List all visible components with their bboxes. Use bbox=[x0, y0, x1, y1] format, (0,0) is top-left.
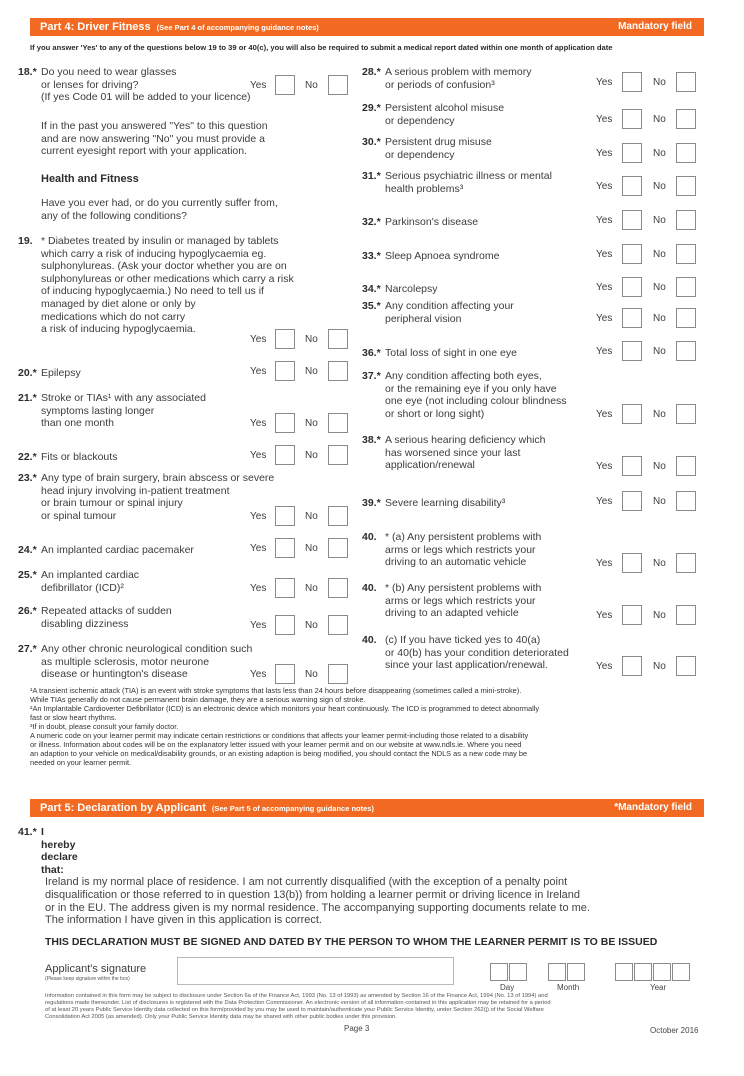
no-checkbox-q23[interactable] bbox=[328, 506, 348, 526]
question-text: arms or legs which restricts your bbox=[385, 594, 536, 607]
declaration-line: disqualification or those referred to in question 13(b)) from holding a learner permit or driving licence in Ireland bbox=[45, 888, 580, 901]
no-label: No bbox=[653, 346, 666, 357]
yes-checkbox-q18[interactable] bbox=[275, 75, 295, 95]
question-text: or lenses for driving? bbox=[41, 78, 139, 91]
no-label: No bbox=[653, 496, 666, 507]
question-text: or short or long sight) bbox=[385, 407, 485, 420]
question-number: 30.* bbox=[362, 136, 381, 148]
part5-header bbox=[30, 799, 704, 817]
year-digit-3[interactable] bbox=[653, 963, 671, 981]
yes-label: Yes bbox=[250, 543, 267, 554]
no-label: No bbox=[653, 249, 666, 260]
legal-line: regulations made thereunder. List of disclosures is registered with the Data Protection Commissioner. An electronic version of all information contained in this application may be retained for a period bbox=[45, 1000, 551, 1006]
question-text: * Diabetes treated by insulin or managed by tablets bbox=[41, 235, 279, 247]
yes-label: Yes bbox=[596, 282, 613, 293]
question-text: or 40(b) has your condition deteriorated bbox=[385, 646, 569, 659]
yes-label: Yes bbox=[596, 461, 613, 472]
health-fitness-heading: Health and Fitness bbox=[41, 173, 139, 185]
day-label: Day bbox=[500, 983, 515, 992]
question-text: driving to an adapted vehicle bbox=[385, 607, 519, 620]
question-text: or spinal tumour bbox=[41, 509, 117, 522]
question-text: * (b) Any persistent problems with bbox=[385, 582, 542, 594]
yes-checkbox-q21[interactable] bbox=[275, 413, 295, 433]
question-number: 37.* bbox=[362, 370, 381, 382]
question-text: An implanted cardiac pacemaker bbox=[41, 544, 194, 556]
question-text: since your last application/renewal. bbox=[385, 659, 548, 672]
question-text: peripheral vision bbox=[385, 312, 462, 325]
declaration-line: or in the EU. The address given is my normal residence. The accompanying supporting documents relate to me. bbox=[45, 901, 590, 914]
question-text: A serious problem with memory bbox=[385, 66, 532, 78]
yes-checkbox-q27[interactable] bbox=[275, 664, 295, 684]
no-checkbox-q22[interactable] bbox=[328, 445, 348, 465]
yes-label: Yes bbox=[596, 558, 613, 569]
question-text: Severe learning disability³ bbox=[385, 497, 506, 509]
declaration-line: The information I have given in this application is correct. bbox=[45, 914, 322, 927]
no-checkbox-q36[interactable] bbox=[676, 341, 696, 361]
part5-title: Part 5: Declaration by Applicant bbox=[40, 802, 206, 814]
question-number: 34.* bbox=[362, 283, 381, 295]
question-number: 22.* bbox=[18, 451, 37, 463]
signature-label: Applicant's signature bbox=[45, 963, 147, 975]
yes-label: Yes bbox=[250, 669, 267, 680]
yes-label: Yes bbox=[596, 661, 613, 672]
legal-line: of at least 20 years Public Service Identity data collected on this form/provided by you may be used to maintain/authenticate your Public Service Identity, under Section 262(j) of the Social Welfare bbox=[45, 1007, 544, 1013]
yes-label: Yes bbox=[596, 77, 613, 88]
month-digit-2[interactable] bbox=[567, 963, 585, 981]
question-text: disabling dizziness bbox=[41, 617, 129, 630]
no-checkbox-q21[interactable] bbox=[328, 413, 348, 433]
yes-checkbox-q37[interactable] bbox=[622, 404, 642, 424]
question-number: 40. bbox=[362, 582, 377, 594]
question-text: * (a) Any persistent problems with bbox=[385, 531, 542, 543]
question-text: application/renewal bbox=[385, 459, 475, 472]
part5-mandatory: *Mandatory field bbox=[614, 802, 692, 813]
no-checkbox-q37[interactable] bbox=[676, 404, 696, 424]
yes-checkbox-q35[interactable] bbox=[622, 308, 642, 328]
question-text: Fits or blackouts bbox=[41, 451, 118, 463]
question-text: or dependency bbox=[385, 148, 455, 161]
signature-field[interactable] bbox=[177, 957, 454, 985]
yes-label: Yes bbox=[596, 181, 613, 192]
footnote: an adaption to your vehicle on medical/disability grounds, or an existing adaption is being modified, you should contact the NDLS as a new code may be bbox=[30, 749, 528, 758]
question-text: An implanted cardiac bbox=[41, 569, 140, 581]
declaration-text bbox=[45, 876, 590, 927]
declaration-line: Ireland is my normal place of residence. I am not currently disqualified (with the exception of a penalty point bbox=[45, 876, 568, 888]
question-text: Any condition affecting both eyes, bbox=[385, 370, 542, 382]
yes-checkbox-q36[interactable] bbox=[622, 341, 642, 361]
yes-checkbox-q23[interactable] bbox=[275, 506, 295, 526]
yes-checkbox-q22[interactable] bbox=[275, 445, 295, 465]
note-line: If in the past you answered "Yes" to this question bbox=[41, 120, 268, 132]
no-checkbox-q32[interactable] bbox=[676, 210, 696, 230]
no-checkbox-q33[interactable] bbox=[676, 244, 696, 264]
document-date: October 2016 bbox=[650, 1026, 699, 1035]
question-text: Narcolepsy bbox=[385, 283, 438, 295]
footnote: needed on your learner permit. bbox=[30, 758, 132, 767]
question-number: 38.* bbox=[362, 434, 381, 446]
question-number: 27.* bbox=[18, 643, 37, 655]
yes-label: Yes bbox=[596, 610, 613, 621]
question-text: health problems³ bbox=[385, 182, 464, 195]
yes-checkbox-q20[interactable] bbox=[275, 361, 295, 381]
question-text: Parkinson's disease bbox=[385, 216, 479, 228]
month-label: Month bbox=[557, 983, 580, 992]
yes-label: Yes bbox=[250, 450, 267, 461]
question-number: 36.* bbox=[362, 347, 381, 359]
no-label: No bbox=[653, 610, 666, 621]
no-checkbox-q40c[interactable] bbox=[676, 656, 696, 676]
no-label: No bbox=[305, 583, 318, 594]
yes-checkbox-q40a[interactable] bbox=[622, 553, 642, 573]
yes-label: Yes bbox=[596, 409, 613, 420]
no-label: No bbox=[653, 181, 666, 192]
no-label: No bbox=[653, 114, 666, 125]
no-label: No bbox=[305, 418, 318, 429]
no-checkbox-q28[interactable] bbox=[676, 72, 696, 92]
no-label: No bbox=[305, 80, 318, 91]
question-number: 40. bbox=[362, 634, 377, 646]
note-line: and are now answering "No" you must provide a bbox=[41, 132, 265, 145]
no-label: No bbox=[305, 669, 318, 680]
question-text: Any other chronic neurological condition such bbox=[41, 643, 253, 655]
footnote: or illness. Information about codes will be on the explanatory letter issued with your learner permit and on our website at www.ndls.ie. Where you need bbox=[30, 740, 522, 749]
footnote: ³If in doubt, please consult your family doctor. bbox=[30, 722, 179, 731]
no-checkbox-q38[interactable] bbox=[676, 456, 696, 476]
no-label: No bbox=[653, 77, 666, 88]
footnotes bbox=[30, 686, 706, 767]
question-number: 20.* bbox=[18, 367, 37, 379]
no-label: No bbox=[653, 148, 666, 159]
question-text: Total loss of sight in one eye bbox=[385, 347, 517, 359]
yes-checkbox-q19[interactable] bbox=[275, 329, 295, 349]
note-line: current eyesight report with your application. bbox=[41, 145, 248, 158]
yes-checkbox-q25[interactable] bbox=[275, 578, 295, 598]
no-checkbox-q26[interactable] bbox=[328, 615, 348, 635]
yes-checkbox-q24[interactable] bbox=[275, 538, 295, 558]
question-number: 40. bbox=[362, 531, 377, 543]
question-number: 41.* bbox=[18, 826, 37, 838]
question-number: 29.* bbox=[362, 102, 381, 114]
no-checkbox-q18[interactable] bbox=[328, 75, 348, 95]
question-text: (c) If you have ticked yes to 40(a) bbox=[385, 634, 541, 646]
question-number: 21.* bbox=[18, 392, 37, 404]
question-text: Sleep Apnoea syndrome bbox=[385, 250, 500, 262]
yes-checkbox-q31[interactable] bbox=[622, 176, 642, 196]
footnote: ²An Implantable Cardioverter Defibrillator (ICD) is an electronic device which monitors your heart continuously. The ICD is programmed to detect abnormally bbox=[30, 704, 540, 713]
no-label: No bbox=[653, 282, 666, 293]
question-text: of inducing hypoglycaemia.) No need to tell us if bbox=[41, 285, 264, 298]
yes-checkbox-q40c[interactable] bbox=[622, 656, 642, 676]
year-label: Year bbox=[650, 983, 667, 992]
no-label: No bbox=[653, 461, 666, 472]
question-text: Any condition affecting your bbox=[385, 300, 514, 312]
yes-checkbox-q30[interactable] bbox=[622, 143, 642, 163]
health-note bbox=[41, 197, 278, 222]
declaration-warning: THIS DECLARATION MUST BE SIGNED AND DATED BY THE PERSON TO WHOM THE LEARNER PERMIT IS TO BE ISSUED bbox=[45, 936, 658, 948]
no-checkbox-q35[interactable] bbox=[676, 308, 696, 328]
question-number: 35.* bbox=[362, 300, 381, 312]
day-digit-1[interactable] bbox=[490, 963, 508, 981]
q18-note bbox=[41, 120, 268, 158]
no-label: No bbox=[653, 409, 666, 420]
question-number: 19. bbox=[18, 235, 33, 247]
legal-line: Consolidation Act 2005 (as amended). Only your Public Service Identity data may be shared with other public bodies under this provision. bbox=[45, 1014, 397, 1020]
part4-intro: If you answer 'Yes' to any of the questions below 19 to 39 or 40(c), you will also be required to submit a medical report dated within one month of application date bbox=[30, 43, 613, 52]
legal-notice bbox=[45, 993, 705, 1021]
yes-checkbox-q28[interactable] bbox=[622, 72, 642, 92]
no-label: No bbox=[305, 543, 318, 554]
question-text: or periods of confusion³ bbox=[385, 78, 495, 91]
question-text: one eye (not including colour blindness bbox=[385, 395, 567, 408]
no-checkbox-q25[interactable] bbox=[328, 578, 348, 598]
question-text: Persistent alcohol misuse bbox=[385, 102, 505, 114]
yes-label: Yes bbox=[596, 114, 613, 125]
yes-label: Yes bbox=[250, 511, 267, 522]
no-label: No bbox=[305, 366, 318, 377]
question-text: arms or legs which restricts your bbox=[385, 543, 536, 556]
question-text: disease or huntington's disease bbox=[41, 668, 188, 681]
no-label: No bbox=[653, 558, 666, 569]
yes-label: Yes bbox=[596, 346, 613, 357]
yes-label: Yes bbox=[250, 418, 267, 429]
question-text: Serious psychiatric illness or mental bbox=[385, 170, 552, 182]
no-label: No bbox=[653, 215, 666, 226]
question-text: Do you need to wear glasses bbox=[41, 66, 177, 78]
part5-subtitle: (See Part 5 of accompanying guidance notes) bbox=[211, 804, 374, 813]
question-text: head injury involving in-patient treatment bbox=[41, 484, 230, 497]
no-label: No bbox=[305, 511, 318, 522]
no-checkbox-q31[interactable] bbox=[676, 176, 696, 196]
yes-label: Yes bbox=[596, 496, 613, 507]
question-text: symptoms lasting longer bbox=[41, 404, 155, 417]
yes-label: Yes bbox=[596, 148, 613, 159]
no-label: No bbox=[305, 620, 318, 631]
yes-label: Yes bbox=[250, 366, 267, 377]
yes-checkbox-q29[interactable] bbox=[622, 109, 642, 129]
question-text: as multiple sclerosis, motor neurone bbox=[41, 655, 210, 668]
yes-checkbox-q32[interactable] bbox=[622, 210, 642, 230]
part4-subtitle: (See Part 4 of accompanying guidance notes) bbox=[156, 23, 319, 32]
yes-label: Yes bbox=[250, 583, 267, 594]
question-text: or brain tumour or spinal injury bbox=[41, 497, 183, 510]
question-text: medications which do not carry bbox=[41, 310, 186, 323]
page-number: Page 3 bbox=[344, 1024, 370, 1033]
no-checkbox-q30[interactable] bbox=[676, 143, 696, 163]
question-text: (If yes Code 01 will be added to your licence) bbox=[41, 91, 251, 104]
question-text: Stroke or TIAs¹ with any associated bbox=[41, 392, 206, 404]
question-text: Epilepsy bbox=[41, 367, 81, 379]
year-digit-4[interactable] bbox=[672, 963, 690, 981]
question-text: defibrillator (ICD)² bbox=[41, 581, 124, 594]
footnote: While TIAs generally do not cause permanent brain damage, they are a serious warning sign of stroke. bbox=[30, 695, 366, 704]
question-text: sulphonylureas. (Ask your doctor whether you are on bbox=[41, 260, 287, 273]
yes-checkbox-q34[interactable] bbox=[622, 277, 642, 297]
question-text: Any type of brain surgery, brain abscess or severe bbox=[41, 472, 275, 484]
day-digit-2[interactable] bbox=[509, 963, 527, 981]
note-line: Have you ever had, or do you currently suffer from, bbox=[41, 197, 278, 209]
question-number: 24.* bbox=[18, 544, 37, 556]
no-checkbox-q24[interactable] bbox=[328, 538, 348, 558]
no-checkbox-q19[interactable] bbox=[328, 329, 348, 349]
question-number: 18.* bbox=[18, 66, 37, 78]
no-checkbox-q40b[interactable] bbox=[676, 605, 696, 625]
question-number: 32.* bbox=[362, 216, 381, 228]
question-text: than one month bbox=[41, 417, 114, 430]
yes-label: Yes bbox=[596, 313, 613, 324]
question-text: or dependency bbox=[385, 114, 455, 127]
question-text: Repeated attacks of sudden bbox=[41, 605, 172, 617]
no-label: No bbox=[653, 661, 666, 672]
part4-mandatory: Mandatory field bbox=[618, 21, 692, 32]
no-checkbox-q20[interactable] bbox=[328, 361, 348, 381]
no-checkbox-q40a[interactable] bbox=[676, 553, 696, 573]
no-checkbox-q27[interactable] bbox=[328, 664, 348, 684]
year-digit-2[interactable] bbox=[634, 963, 652, 981]
question-text: A serious hearing deficiency which bbox=[385, 434, 546, 446]
part4-header bbox=[30, 18, 704, 36]
no-label: No bbox=[305, 334, 318, 345]
yes-checkbox-q39[interactable] bbox=[622, 491, 642, 511]
signature-hint: (Please keep signature within the box) bbox=[45, 976, 130, 982]
yes-label: Yes bbox=[250, 334, 267, 345]
footnote: A numeric code on your learner permit may indicate certain restrictions or conditions that affects your learner permit-including those related to a disability bbox=[30, 731, 529, 740]
question-text: or the remaining eye if you only have bbox=[385, 382, 557, 395]
question-number: 26.* bbox=[18, 605, 37, 617]
question-text: which carry a risk of inducing hypoglycaemia eg. bbox=[41, 247, 267, 260]
part4-title: Part 4: Driver Fitness bbox=[40, 21, 151, 33]
question-text: managed by diet alone or only by bbox=[41, 297, 196, 310]
legal-line: Information contained in this form may be subject to disclosure under Section 6a of the Finance Act, 1993 (No. 13 of 1993) as amended by Section 16 of the Finance Act, 1994 (No. 13 of 1994) and bbox=[45, 993, 548, 999]
question-number: 31.* bbox=[362, 170, 381, 182]
question-number: 33.* bbox=[362, 250, 381, 262]
footnote: fast or slow heart rhythms. bbox=[30, 713, 117, 722]
year-digit-1[interactable] bbox=[615, 963, 633, 981]
question-number: 39.* bbox=[362, 497, 381, 509]
no-checkbox-q29[interactable] bbox=[676, 109, 696, 129]
declaration-heading: I hereby declare that: bbox=[41, 826, 78, 876]
yes-label: Yes bbox=[596, 215, 613, 226]
question-number: 25.* bbox=[18, 569, 37, 581]
question-text: Persistent drug misuse bbox=[385, 136, 492, 148]
yes-checkbox-q38[interactable] bbox=[622, 456, 642, 476]
yes-checkbox-q40b[interactable] bbox=[622, 605, 642, 625]
footnote: ¹A transient ischemic attack (TIA) is an event with stroke symptoms that lasts less than 24 hours before disappearing (sometimes called a mini-stroke). bbox=[30, 686, 522, 695]
no-label: No bbox=[653, 313, 666, 324]
no-checkbox-q39[interactable] bbox=[676, 491, 696, 511]
yes-label: Yes bbox=[596, 249, 613, 260]
yes-label: Yes bbox=[250, 620, 267, 631]
yes-checkbox-q26[interactable] bbox=[275, 615, 295, 635]
month-digit-1[interactable] bbox=[548, 963, 566, 981]
question-text: sulphonylureas or other medications which carry a risk bbox=[41, 272, 294, 285]
yes-checkbox-q33[interactable] bbox=[622, 244, 642, 264]
question-text: has worsened since your last bbox=[385, 446, 521, 459]
question-number: 23.* bbox=[18, 472, 37, 484]
note-line: any of the following conditions? bbox=[41, 209, 187, 222]
question-text: a risk of inducing hypoglycaemia. bbox=[41, 323, 196, 336]
question-text: driving to an automatic vehicle bbox=[385, 556, 527, 569]
no-label: No bbox=[305, 450, 318, 461]
no-checkbox-q34[interactable] bbox=[676, 277, 696, 297]
yes-label: Yes bbox=[250, 80, 267, 91]
question-number: 28.* bbox=[362, 66, 381, 78]
